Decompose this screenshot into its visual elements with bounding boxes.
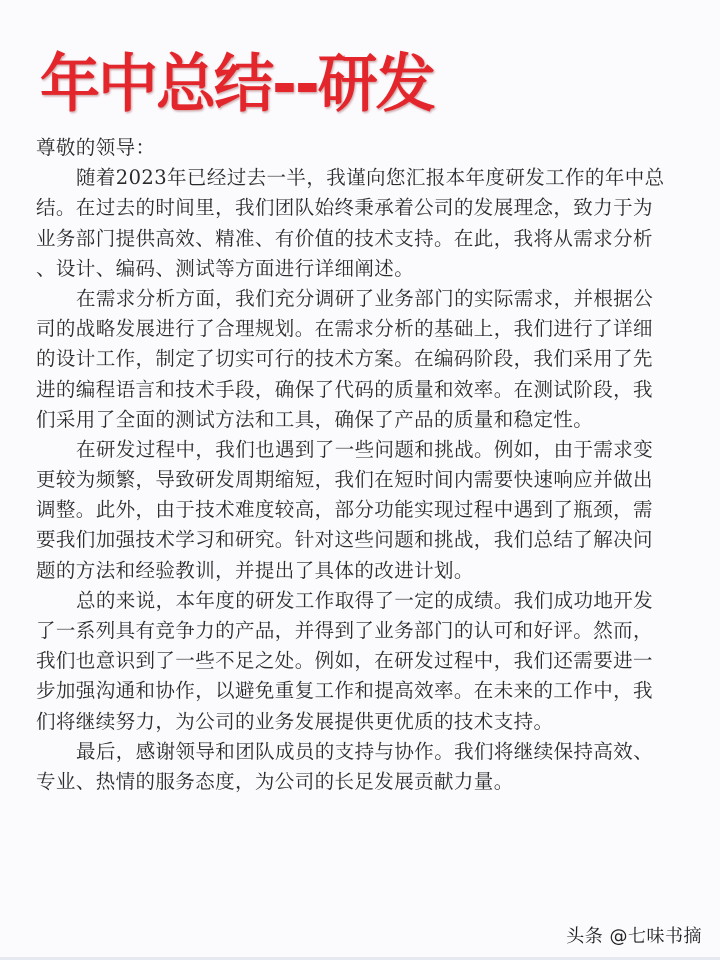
paragraph-line: 在需求分析方面，我们充分调研了业务部门的实际需求，并根据公 [76, 286, 654, 310]
paragraph-line: 们将继续努力，为公司的业务发展提供更优质的技术支持。 [36, 709, 554, 733]
paragraph-line: 调整。此外，由于技术难度较高，部分功能实现过程中遇到了瓶颈，需 [36, 498, 653, 522]
paragraph-intro [36, 163, 686, 284]
paragraph-line: 进的编程语言和技术手段，确保了代码的质量和效率。在测试阶段，我 [36, 377, 653, 401]
paragraph-line: 要我们加强技术学习和研究。针对这些问题和挑战，我们总结了解决问 [36, 528, 653, 552]
paragraph-closing [36, 737, 686, 797]
paragraph-line: 业务部门提供高效、精准、有价值的技术支持。在此，我将从需求分析 [36, 226, 653, 250]
document-body [36, 133, 686, 797]
paragraph-requirements [36, 284, 686, 435]
paragraph-line: 了一系列具有竞争力的产品，并得到了业务部门的认可和好评。然而， [36, 619, 653, 642]
paragraph-line: 司的战略发展进行了合理规划。在需求分析的基础上，我们进行了详细 [36, 317, 653, 341]
paragraph-line: 更较为频繁，导致研发周期缩短，我们在短时间内需要快速响应并做出 [36, 468, 653, 492]
paragraph-challenges [36, 435, 686, 586]
paragraph-line: 的设计工作，制定了切实可行的技术方案。在编码阶段，我们采用了先 [36, 347, 653, 371]
paragraph-line: 我们也意识到了一些不足之处。例如，在研发过程中，我们还需要进一 [36, 649, 653, 673]
paragraph-line: 、设计、编码、测试等方面进行详细阐述。 [36, 256, 415, 280]
paragraph-line: 最后，感谢领导和团队成员的支持与协作。我们将继续保持高效、 [76, 739, 654, 763]
paragraph-line: 在研发过程中，我们也遇到了一些问题和挑战。例如，由于需求变 [76, 437, 654, 461]
paragraph-line: 题的方法和经验教训，并提出了具体的改进计划。 [36, 558, 474, 582]
paragraph-line: 们采用了全面的测试方法和工具，确保了产品的质量和稳定性。 [36, 407, 594, 431]
watermark: 头条 @七味书摘 [566, 926, 702, 947]
paragraph-line: 总的来说，本年度的研发工作取得了一定的成绩。我们成功地开发 [76, 588, 654, 612]
paragraph-line: 步加强沟通和协作，以避免重复工作和提高效率。在未来的工作中，我 [36, 679, 653, 703]
document-title: 年中总结--研发 [40, 48, 434, 122]
greeting: 尊敬的领导： [36, 136, 156, 159]
paragraph-line: 专业、热情的服务态度，为公司的长足发展贡献力量。 [36, 769, 514, 793]
paragraph-line: 随着2023年已经过去一半，我谨向您汇报本年度研发工作的年中总 [76, 166, 665, 190]
paragraph-line: 结。在过去的时间里，我们团队始终秉承着公司的发展理念，致力于为 [36, 196, 653, 220]
paragraph-summary [36, 586, 686, 737]
